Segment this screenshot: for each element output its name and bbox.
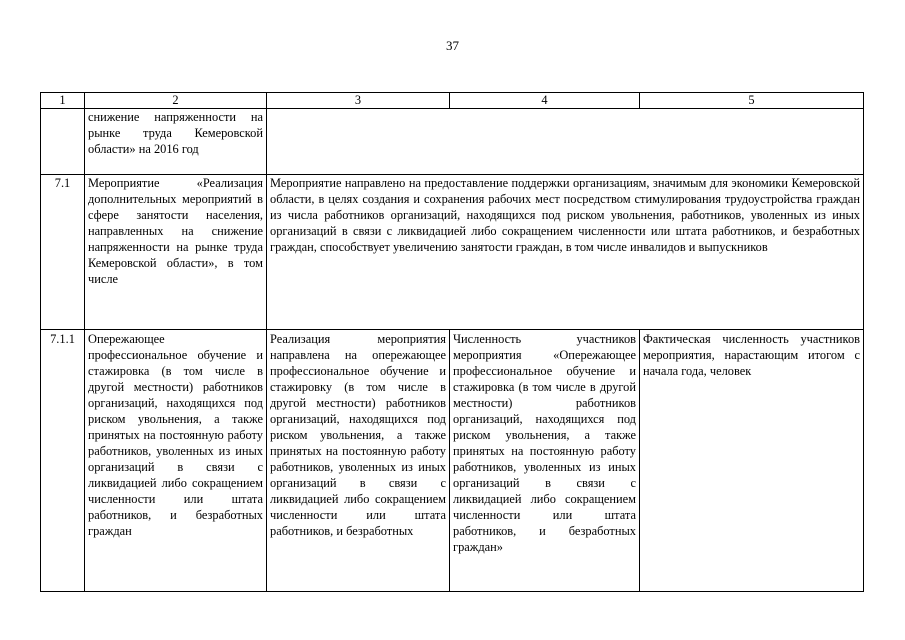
table-row-7-1-1 bbox=[41, 330, 864, 592]
table-header-row bbox=[41, 93, 864, 109]
implementation-text: Реализация мероприятия направлена на опережающее профессиональное обучение и стажировку (в том числе в другой местности) работников организаций, находящихся под риском увольнения, а также принятых на постоянную работу работников, уволенных из иных организаций в связи с ликвидацией либо сокращением численности или штата работников, и безработных bbox=[270, 332, 446, 538]
header-col-1: 1 bbox=[41, 93, 85, 109]
table-row-7-1 bbox=[41, 175, 864, 330]
table-row-continuation bbox=[41, 109, 864, 175]
cell-empty-merged bbox=[267, 109, 864, 175]
cell-row-number: 7.1.1 bbox=[41, 330, 85, 592]
cell-program-continuation: снижение напряженности на рынке труда Кемеровской области» на 2016 год bbox=[85, 109, 267, 175]
cell-indicator-name: Численность участников мероприятия «Опережающее профессиональное обучение и стажировка (в том числе в другой местности) работников организаций, находящихся под риском увольнения, а также принятых на постоянную работу работников, уволенных из иных организаций в связи с ликвидацией либо сокращением численности или штата работников, и безработных граждан» bbox=[450, 330, 640, 592]
cell-measure-implementation bbox=[267, 330, 450, 592]
cell-measure-title: Опережающее профессиональное обучение и стажировка (в том числе в другой местности) работников организаций, находящихся под риском увольнения, а также принятых на постоянную работу работников, уволенных из иных организаций в связи с ликвидацией либо сокращением численности или штата работников, и безработных граждан bbox=[85, 330, 267, 592]
header-col-3: 3 bbox=[267, 93, 450, 109]
header-col-5: 5 bbox=[640, 93, 864, 109]
cell-empty-num bbox=[41, 109, 85, 175]
cell-measure-title: Мероприятие «Реализация дополнительных мероприятий в сфере занятости населения, направленных на снижение напряженности на рынке труда Кемеровской области», в том числе bbox=[85, 175, 267, 330]
measures-table bbox=[40, 92, 864, 592]
cell-indicator-method: Фактическая численность участников мероприятия, нарастающим итогом с начала года, человек bbox=[640, 330, 864, 592]
header-col-4: 4 bbox=[450, 93, 640, 109]
cell-measure-description: Мероприятие направлено на предоставление поддержки организациям, значимым для экономики Кемеровской области, в целях создания и сохранения рабочих мест посредством стимулирования трудоустройства граждан из числа работников организаций, находящихся под риском увольнения, работников, уволенных из иных организаций в связи с ликвидацией либо сокращением численности или штата работников, и безработных граждан, способствует увеличению занятости граждан, в том числе инвалидов и выпускников bbox=[267, 175, 864, 330]
page-number: 37 bbox=[446, 38, 459, 53]
header-col-2: 2 bbox=[85, 93, 267, 109]
cell-row-number: 7.1 bbox=[41, 175, 85, 330]
